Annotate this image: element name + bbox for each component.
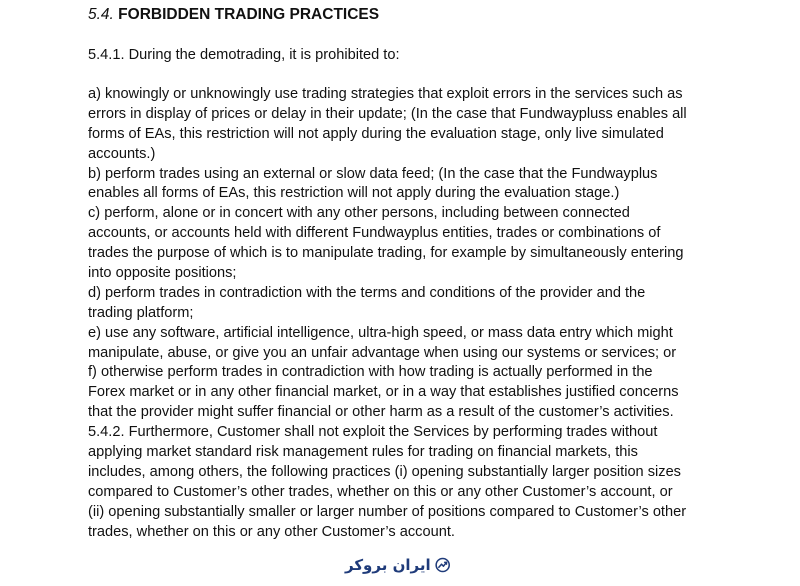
clause-intro: 5.4.1. During the demotrading, it is prohibited to:: [88, 47, 400, 63]
chart-trend-icon: [435, 555, 450, 575]
body-line: a) knowingly or unknowingly use trading strategies that exploit errors in the services such as: [88, 86, 683, 102]
section-title: FORBIDDEN TRADING PRACTICES: [118, 6, 380, 23]
body-line: accounts, or accounts held with different Fundwayplus entities, trades or combinations of: [88, 225, 661, 242]
body-line: compared to Customer’s other trades, whether on this or any other Customer’s account, or: [88, 483, 673, 500]
body-line: trading platform;: [88, 304, 194, 321]
section-number: 5.4.: [88, 6, 114, 23]
body-line: d) perform trades in contradiction with the terms and conditions of the provider and the: [88, 284, 646, 301]
body-line: includes, among others, the following practices (i) opening substantially larger position sizes: [88, 463, 681, 480]
body-line: (ii) opening substantially smaller or larger number of positions compared to Customer’s other: [88, 503, 687, 520]
body-line: forms of EAs, this restriction will not apply during the evaluation stage, only live simulated: [88, 125, 664, 142]
body-line: b) perform trades using an external or slow data feed; (In the case that the Fundwayplus: [88, 165, 658, 182]
body-line: e) use any software, artificial intelligence, ultra-high speed, or mass data entry which might: [88, 324, 673, 341]
body-line: applying market standard risk management rules for trading on financial markets, this: [88, 444, 638, 461]
body-line: into opposite positions;: [88, 265, 237, 282]
body-line: 5.4.2. Furthermore, Customer shall not exploit the Services by performing trades without: [88, 424, 658, 441]
body-line: trades, whether on this or any other Customer’s account.: [88, 523, 455, 540]
body-line: that the provider might suffer financial or other harm as a result of the customer’s activities.: [88, 404, 674, 421]
body-line: trades the purpose of which is to manipulate trading, for example by simultaneously entering: [88, 245, 684, 262]
watermark-logo: [345, 552, 450, 578]
body-line: manipulate, abuse, or give you an unfair advantage when using our systems or services; or: [88, 344, 677, 361]
body-line: errors in display of prices or delay in their update; (In the case that Fundwaypluss enables all: [88, 105, 687, 122]
section-heading: [88, 6, 379, 24]
body-line: Forex market or in any other financial market, or in a way that establishes justified concerns: [88, 384, 679, 401]
body-line: accounts.): [88, 145, 156, 162]
body-line: c) perform, alone or in concert with any other persons, including between connected: [88, 205, 630, 222]
body-line: enables all forms of EAs, this restriction will not apply during the evaluation stage.): [88, 185, 620, 202]
body-line: f) otherwise perform trades in contradiction with how trading is actually performed in the: [88, 364, 653, 381]
clause-body: [88, 85, 788, 542]
watermark-text: ایران بروکر: [345, 556, 431, 574]
